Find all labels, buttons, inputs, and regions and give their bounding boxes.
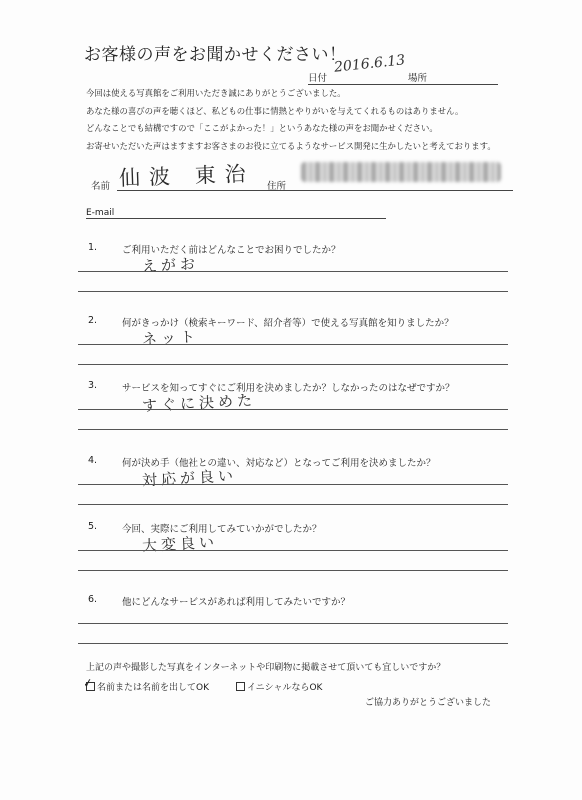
question-5 [78, 521, 508, 577]
question-number: 4. [88, 455, 98, 466]
consent-option-name-ok[interactable] [81, 675, 209, 693]
intro-line: あなた様の喜びの声を聴くほど、私どもの仕事に情熱とやりがいを与えてくれるものはありません。 [86, 105, 464, 116]
consent-question: 上記の声や撮影した写真をインターネットや印刷物に掲載させて頂いても宜しいですか？ [86, 663, 446, 673]
place-label: 場所 [408, 73, 428, 84]
address-label: 住所 [267, 181, 287, 192]
name-label: 名前 [91, 181, 111, 192]
question-3 [78, 380, 508, 436]
answer-line [78, 570, 508, 571]
question-6 [78, 594, 508, 650]
date-label: 日付 [308, 73, 328, 84]
answer-line [78, 504, 508, 505]
address-redacted [301, 162, 501, 182]
question-text: 何が決め手（他社との違い、対応など）となってご利用を決めましたか？ [122, 458, 436, 469]
email-label: E-mail [86, 208, 115, 218]
answer-line [78, 643, 508, 644]
intro-text [86, 88, 556, 158]
question-2 [78, 315, 508, 371]
answer-handwriting: ネット [141, 327, 200, 349]
answer-line [78, 429, 508, 430]
answer-line [78, 484, 508, 485]
answer-line [78, 623, 508, 624]
email-row [86, 204, 386, 220]
date-value: 2016.6.13 [333, 52, 406, 76]
address-underline [291, 190, 513, 191]
question-1 [78, 242, 508, 298]
question-number: 1. [88, 242, 98, 253]
answer-handwriting: えがお [141, 254, 200, 276]
date-underline [308, 84, 498, 85]
question-text: 何がきっかけ（検索キーワード、紹介者等）で使える写真館を知りましたか？ [122, 318, 454, 329]
intro-line: お寄せいただいた声はますますお客さまのお役に立てるようなサービス開発に生かしたいと考えております。 [86, 140, 496, 151]
checkbox[interactable] [236, 682, 245, 691]
email-underline [86, 218, 386, 219]
consent-section [81, 660, 546, 693]
question-number: 5. [88, 521, 98, 532]
question-text: ご利用いただく前はどんなことでお困りでしたか？ [122, 245, 341, 256]
answer-line [78, 271, 508, 272]
question-4 [78, 455, 508, 511]
question-text: サービスを知ってすぐにご利用を決めましたか？しなかったのはなぜですか？ [122, 383, 455, 394]
answer-line [78, 550, 508, 551]
answer-line [78, 291, 508, 292]
question-text: 他にどんなサービスがあれば利用してみたいですか？ [122, 597, 351, 608]
form-title: お客様の声をお聞かせください！ [84, 45, 347, 65]
question-number: 6. [88, 594, 98, 605]
intro-line: どんなことでも結構ですので「ここがよかった！」というあなた様の声をお聞かせください。 [86, 123, 438, 133]
thanks-text: ご協力ありがとうございました [365, 698, 492, 708]
answer-line [78, 364, 508, 365]
check-mark-icon: ✓ [81, 675, 95, 691]
name-value: 仙波 東治 [118, 161, 256, 191]
consent-option-initial-ok[interactable] [236, 680, 322, 693]
answer-handwriting: すぐに決めた [141, 391, 257, 415]
question-number: 3. [88, 380, 98, 391]
date-place-row [308, 52, 498, 84]
answer-handwriting: 大変良い [141, 533, 219, 555]
consent-option-label: イニシャルならOK [247, 683, 323, 693]
answer-line [78, 409, 508, 410]
question-text: 今回、実際にご利用してみていかがでしたか？ [122, 524, 322, 535]
answer-handwriting: 対応が良い [141, 466, 238, 490]
checkbox-checked[interactable] [81, 675, 95, 691]
answer-line [78, 344, 508, 345]
question-number: 2. [88, 315, 98, 326]
name-address-row [91, 160, 511, 190]
intro-line: 今回は使える写真館をご利用いただき誠にありがとうございました。 [86, 88, 346, 98]
consent-option-label: 名前または名前を出してOK [97, 683, 209, 693]
